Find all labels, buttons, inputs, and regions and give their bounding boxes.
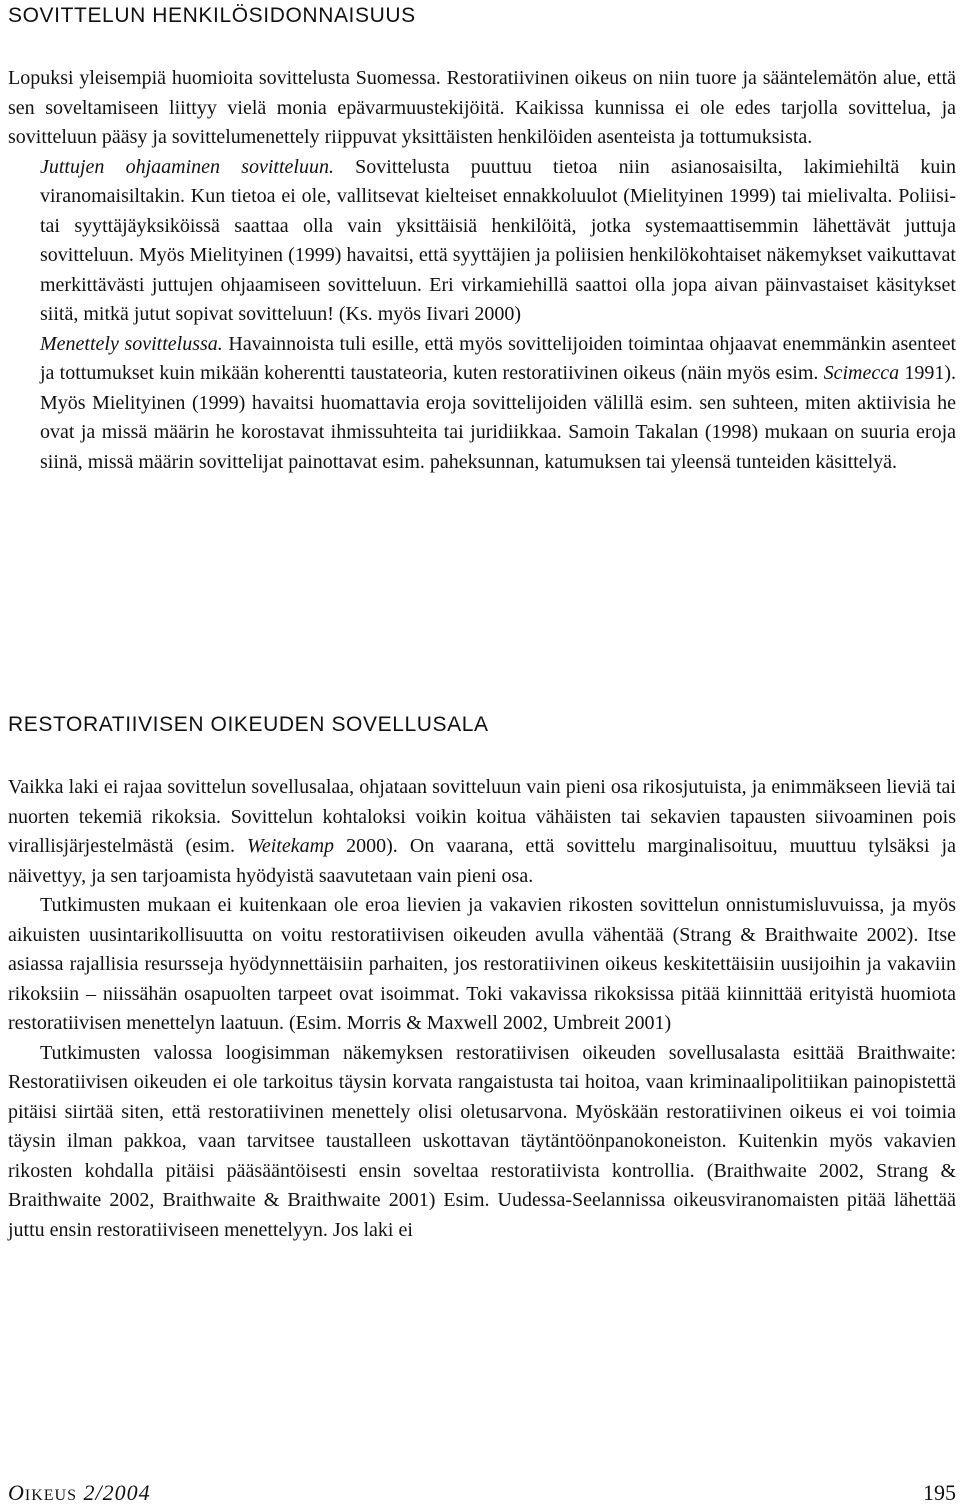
paragraph-ohjaaminen (8, 153, 956, 330)
journal-title: OIKEUS 2/2004 (8, 1480, 151, 1505)
paragraph-intro: Lopuksi yleisempiä huomioita sovittelusta Suomessa. Restoratiivinen oikeus on niin tuore ja sääntelemätön alue, että sen soveltamiseen liittyy vielä monia epävarmuustekijöitä. Kaikissa kunnissa ei ole edes tarjolla sovittelua, ja sovitteluun pääsy ja sovittelumenettely riippuvat yksittäisten henkilöiden asenteista ja tottumuksista. (8, 67, 956, 148)
citation-author: Weitekamp (247, 835, 335, 857)
paragraph-text: 1991). Myös Mielityinen (1999) havaitsi huomattavia eroja sovittelijoiden välillä esim. sen suhteen, miten aktiivisia he ovat ja missä määrin he korostavat ihmissuhteita tai juridiikkaa. Samoin Takalan (1998) mukaan on suuria eroja siinä, missä määrin sovittelijat painottavat esim. paheksunnan, katumuksen tai yleensä tunteiden käsittelyä. (40, 362, 956, 473)
page-footer (8, 1480, 956, 1510)
page-number: 195 (923, 1480, 956, 1505)
section-body-1 (8, 64, 956, 477)
paragraph-sovellusala-3: Tutkimusten valossa loogisimman näkemyksen restoratiivisen oikeuden sovellusalasta esittää Braithwaite: Restoratiivisen oikeuden ei ole tarkoitus täysin korvata rangaistusta tai hoitoa, vaan kriminaalipolitiikan painopistettä pitäisi siirtää siten, että restoratiivinen menettely olisi oletusarvona. Myöskään restoratiivinen oikeus ei voi toimia täysin ilman pakkoa, vaan tarvitsee taustalleen uskottavan täytäntöönpanokoneiston. Kuitenkin myös vakavien rikosten kohdalla pitäisi pääsääntöisesti ensin soveltaa restoratiivista kontrollia. (Braithwaite 2002, Strang & Braithwaite 2002, Braithwaite & Braithwaite 2001) Esim. Uudessa-Seelannissa oikeusviranomaisten pitää lähettää juttu ensin restoratiiviseen menettelyyn. Jos laki ei (8, 1041, 956, 1241)
paragraph-text: Sovittelusta puuttuu tietoa niin asianosaisilta, lakimiehiltä kuin viranomaisiltakin. Kun tietoa ei ole, vallitsevat kielteiset ennakkoluulot (Mielityinen 1999) tai mielivalta. Poliisi- tai syyttäjäyksiköissä saattaa olla vain yksittäisiä henkilöitä, jotka systemaattisemmin lähettävät juttuja sovitteluun. Myös Mielityinen (1999) havaitsi, että syyttäjien ja poliisien henkilökohtaiset näkemykset vaikuttavat merkittävästi juttujen ohjaamiseen sovitteluun. Eri virkamiehillä saattoi olla jopa aivan päinvastaiset käsitykset siitä, mitkä jutut sopivat sovitteluun! (Ks. myös Iivari 2000) (40, 155, 956, 325)
section-heading-henkilosidonnaisuus: SOVITTELUN HENKILÖSIDONNAISUUS (8, 4, 416, 27)
section-heading-sovellusala: RESTORATIIVISEN OIKEUDEN SOVELLUSALA (8, 713, 489, 736)
citation-author: Scimecca (823, 362, 900, 384)
section-body-2 (8, 773, 956, 1245)
paragraph-sovellusala-1 (8, 773, 956, 891)
paragraph-menettely (8, 330, 956, 478)
subheading-ohjaaminen: Juttujen ohjaaminen sovitteluun. (40, 155, 334, 178)
paragraph-text: Havainnoista tuli esille, että myös sovittelijoiden toimintaa ohjaavat enemmänkin asenteet ja tottumukset kuin mikään koherentti taustateoria, kuten restoratiivinen oikeus (näin myös esim. (40, 332, 957, 384)
paragraph-sovellusala-2: Tutkimusten mukaan ei kuitenkaan ole eroa lievien ja vakavien rikosten sovittelun onnistumisluvuissa, ja myös aikuisten uusintarikollisuutta on voitu restoratiivisen oikeuden avulla vähentää (Strang & Braithwaite 2002). Itse asiassa rajallisia resursseja hyödynnettäisiin parhaiten, jos restoratiivinen oikeus keskitettäisiin uusijoihin ja vakaviin rikoksiin – niissähän osapuolten tarpeet ovat isoimmat. Toki vakavissa rikoksissa pitää kiinnittää erityistä huomiota restoratiivisen menettelyn laatuun. (Esim. Morris & Maxwell 2002, Umbreit 2001) (8, 894, 956, 1034)
subheading-menettely: Menettely sovittelussa. (40, 332, 223, 355)
paragraph-text: 2000). On vaarana, että sovittelu marginalisoituu, muuttuu tylsäksi ja näivettyy, ja sen tarjoamista hyödyistä saavutetaan vain pieni osa. (8, 835, 956, 887)
paragraph-text: Vaikka laki ei rajaa sovittelun sovellusalaa, ohjataan sovitteluun vain pieni osa rikosjutuista, ja enimmäkseen lieviä tai nuorten tekemiä rikoksia. Sovittelun kohtaloksi voikin koitua vähäisten tai sekavien tapausten siivoaminen pois virallisjärjestelmästä (esim. (8, 776, 956, 857)
